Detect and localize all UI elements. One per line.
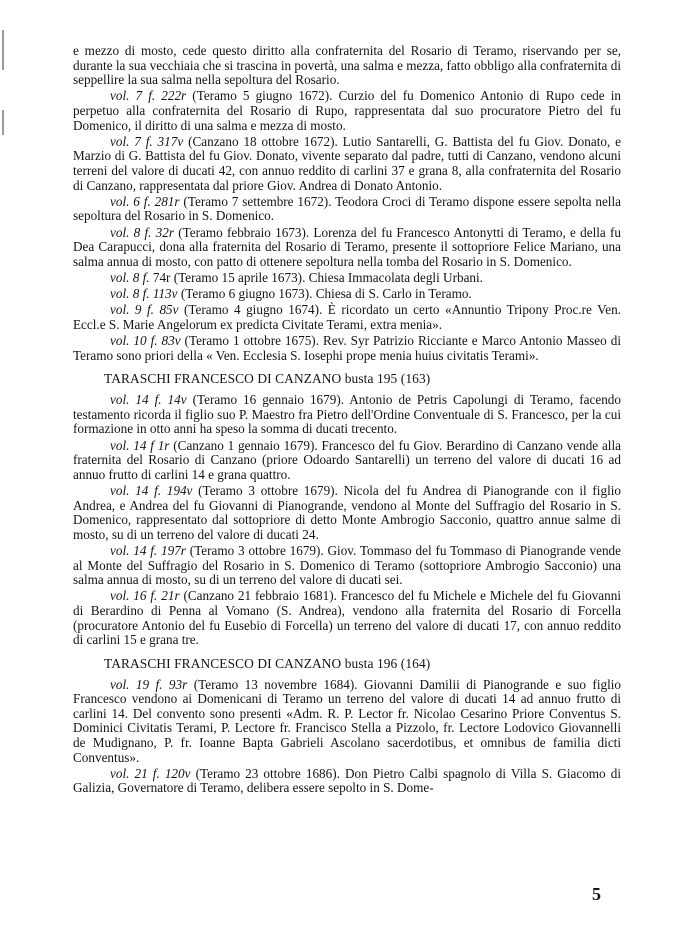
archive-entry	[73, 393, 621, 437]
entry-text: 74r (Teramo 15 aprile 1673). Chiesa Immacolata degli Urbani.	[149, 269, 483, 285]
entry-text: (Teramo 6 giugno 1673). Chiesa di S. Carlo in Teramo.	[177, 286, 472, 302]
volume-reference: vol. 21 f. 120v	[110, 765, 191, 781]
volume-reference: vol. 16 f. 21r	[110, 588, 180, 604]
volume-reference: vol. 8 f. 32r	[110, 224, 174, 240]
section-heading: TARASCHI FRANCESCO DI CANZANO busta 196 (164)	[104, 655, 431, 671]
entry-text: (Canzano 21 febbraio 1681). Francesco del fu Michele e Michele del fu Giovanni di Berardino di Penna al Vomano (S. Andrea), vendono alla fraternita del Rosario di Forcella (procuratore Antonio del fu Eusebio di Forcella) un terreno del valore di ducati 17, con annuo reddito di carlini 15 e grana tre.	[73, 588, 621, 648]
archive-entry	[73, 226, 621, 270]
entry-text: (Teramo 5 giugno 1672). Curzio del fu Domenico Antonio di Rupo cede in perpetuo alla confraternita del Rosario di Rupo, rappresentata dal suo procuratore Pietro del fu Domenico, il diritto di una salma e mezza di mosto.	[73, 88, 621, 133]
entry-text: (Teramo 7 settembre 1672). Teodora Croci di Teramo dispone essere sepolta nella sepoltura del Rosario in S. Domenico.	[73, 193, 621, 224]
archive-entry	[73, 484, 621, 542]
entry-text: (Teramo 13 novembre 1684). Giovanni Damilii di Pianogrande e suo figlio Francesco vendono ai Domenicani di Teramo un terreno del valore di ducati 14 ad annuo frutto di carlini 14. Del convento sono presenti «Adm. R. P. Lector fr. Nicolao Cesarino Priore Conventus S. Dominici Civitatis Terami, P. Lectore fr. Francisco Stella a Pizzolo, fr. Lectore Lodovico Giovannelli de Mudignano, P. fr. Ioanne Bapta Gabrieli Ascolano sacerdotibus, et omnibus de familia dicti Conventus».	[73, 676, 621, 765]
archive-entry	[73, 303, 621, 332]
archive-entry	[73, 271, 621, 286]
volume-reference: vol. 8 f.	[110, 269, 150, 285]
entry-text: (Canzano 1 gennaio 1679). Francesco del fu Giov. Berardino di Canzano vende alla fraternita del Rosario di Canzano (priore Odoardo Santarelli) un terreno del valore di ducati 16 ad annuo frutto di carlini 14 e grana quattro.	[73, 437, 621, 482]
continued-entry	[73, 44, 621, 88]
archive-entry	[73, 678, 621, 766]
scan-edge-mark	[2, 110, 4, 135]
entry-text: (Teramo 23 ottobre 1686). Don Pietro Calbi spagnolo di Villa S. Giacomo di Galizia, Governatore di Teramo, delibera essere sepolto in S. Dome-	[73, 765, 621, 796]
volume-reference: vol. 14 f. 14v	[110, 392, 187, 408]
entries-block-c	[73, 678, 621, 796]
entries-block-b	[73, 393, 621, 647]
volume-reference: vol. 19 f. 93r	[110, 676, 188, 692]
volume-reference: vol. 10 f. 83v	[110, 333, 181, 349]
archive-entry	[73, 287, 621, 302]
volume-reference: vol. 7 f. 222r	[110, 88, 187, 104]
entry-text: e mezzo di mosto, cede questo diritto alla confraternita del Rosario di Teramo, riservando per se, durante la sua vecchiaia che si trascina in povertà, una salma e mezza, fatto obbligo alla confraternita di seppellire la sua salma nella sepoltura del Rosario.	[73, 43, 621, 88]
section-heading: TARASCHI FRANCESCO DI CANZANO busta 195 (163)	[104, 371, 431, 387]
entry-text: (Teramo 1 ottobre 1675). Rev. Syr Patrizio Ricciante e Marco Antonio Masseo di Teramo sono priori della « Ven. Ecclesia S. Iosephi prope menia huius civitatis Terami».	[73, 333, 621, 363]
document-page	[73, 44, 621, 796]
archive-entry	[73, 544, 621, 588]
archive-entry	[73, 334, 621, 363]
entry-text: (Teramo 16 gennaio 1679). Antonio de Petris Capolungi di Teramo, facendo testamento ricorda il figlio suo P. Maestro fra Pietro dell'Ordine Conventuale di S. Francesco, per la cui formazione in otto anni ha speso la somma di ducati trecento.	[73, 392, 621, 437]
entries-block-a	[73, 44, 621, 363]
entry-text: (Teramo 3 ottobre 1679). Giov. Tommaso del fu Tommaso di Pianogrande vende al Monte del Suffragio del Rosario in S. Domenico di Teramo (sottopriore Ambrogio Sacconio) una salma annua di mosto, su di un terreno del valore di ducati sei.	[73, 542, 621, 588]
volume-reference: vol. 14 f. 197r	[110, 542, 186, 558]
volume-reference: vol. 9 f. 85v	[110, 302, 179, 318]
archive-entry	[73, 89, 621, 133]
archive-entry	[73, 195, 621, 224]
archive-entry	[73, 589, 621, 647]
entry-text: (Teramo febbraio 1673). Lorenza del fu Francesco Antonytti di Teramo, e della fu Dea Carapucci, dona alla fraternita del Rosario di Teramo, presente il sottopriore Felice Mariano, una salma annua di mosto, con patto di ottenere sepoltura nella tomba del Rosario in S. Domenico.	[73, 224, 621, 269]
page-number: 5	[592, 884, 601, 904]
archive-entry	[73, 767, 621, 796]
volume-reference: vol. 6 f. 281r	[110, 193, 180, 209]
scan-edge-mark	[2, 30, 4, 70]
volume-reference: vol. 8 f. 113v	[110, 286, 178, 302]
volume-reference: vol. 14 f. 194v	[110, 482, 193, 498]
archive-entry	[73, 439, 621, 483]
volume-reference: vol. 14 f 1r	[110, 437, 170, 453]
archive-entry	[73, 135, 621, 193]
entry-text: (Teramo 4 giugno 1674). È ricordato un certo «Annuntio Tripony Proc.re Ven. Eccl.e S. Marie Angelorum ex predicta Civitate Terami, extra menia».	[73, 302, 621, 332]
volume-reference: vol. 7 f. 317v	[110, 133, 184, 149]
entry-text: (Canzano 18 ottobre 1672). Lutio Santarelli, G. Battista del fu Giov. Donato, e Marzio di G. Battista del fu Giov. Donato, vivente separato dal padre, tutti di Canzano, vendono alcuni terreni del valore di ducati 42, con annuo reddito di carlini 37 e grana 8, alla confraternita del Rosario di Canzano, rappresentata dal priore Giov. Andrea di Donato Antonio.	[73, 133, 621, 193]
entry-text: (Teramo 3 ottobre 1679). Nicola del fu Andrea di Pianogrande con il figlio Andrea, e Andrea del fu Giovanni di Pianogrande, vendono al Monte del Suffragio del Rosario in S. Domenico, rappresentato dal sottopriore di detto Monte Ambrogio Sacconio, quattro annue salme di mosto, su di un terreno del valore di ducati 24.	[73, 482, 621, 542]
